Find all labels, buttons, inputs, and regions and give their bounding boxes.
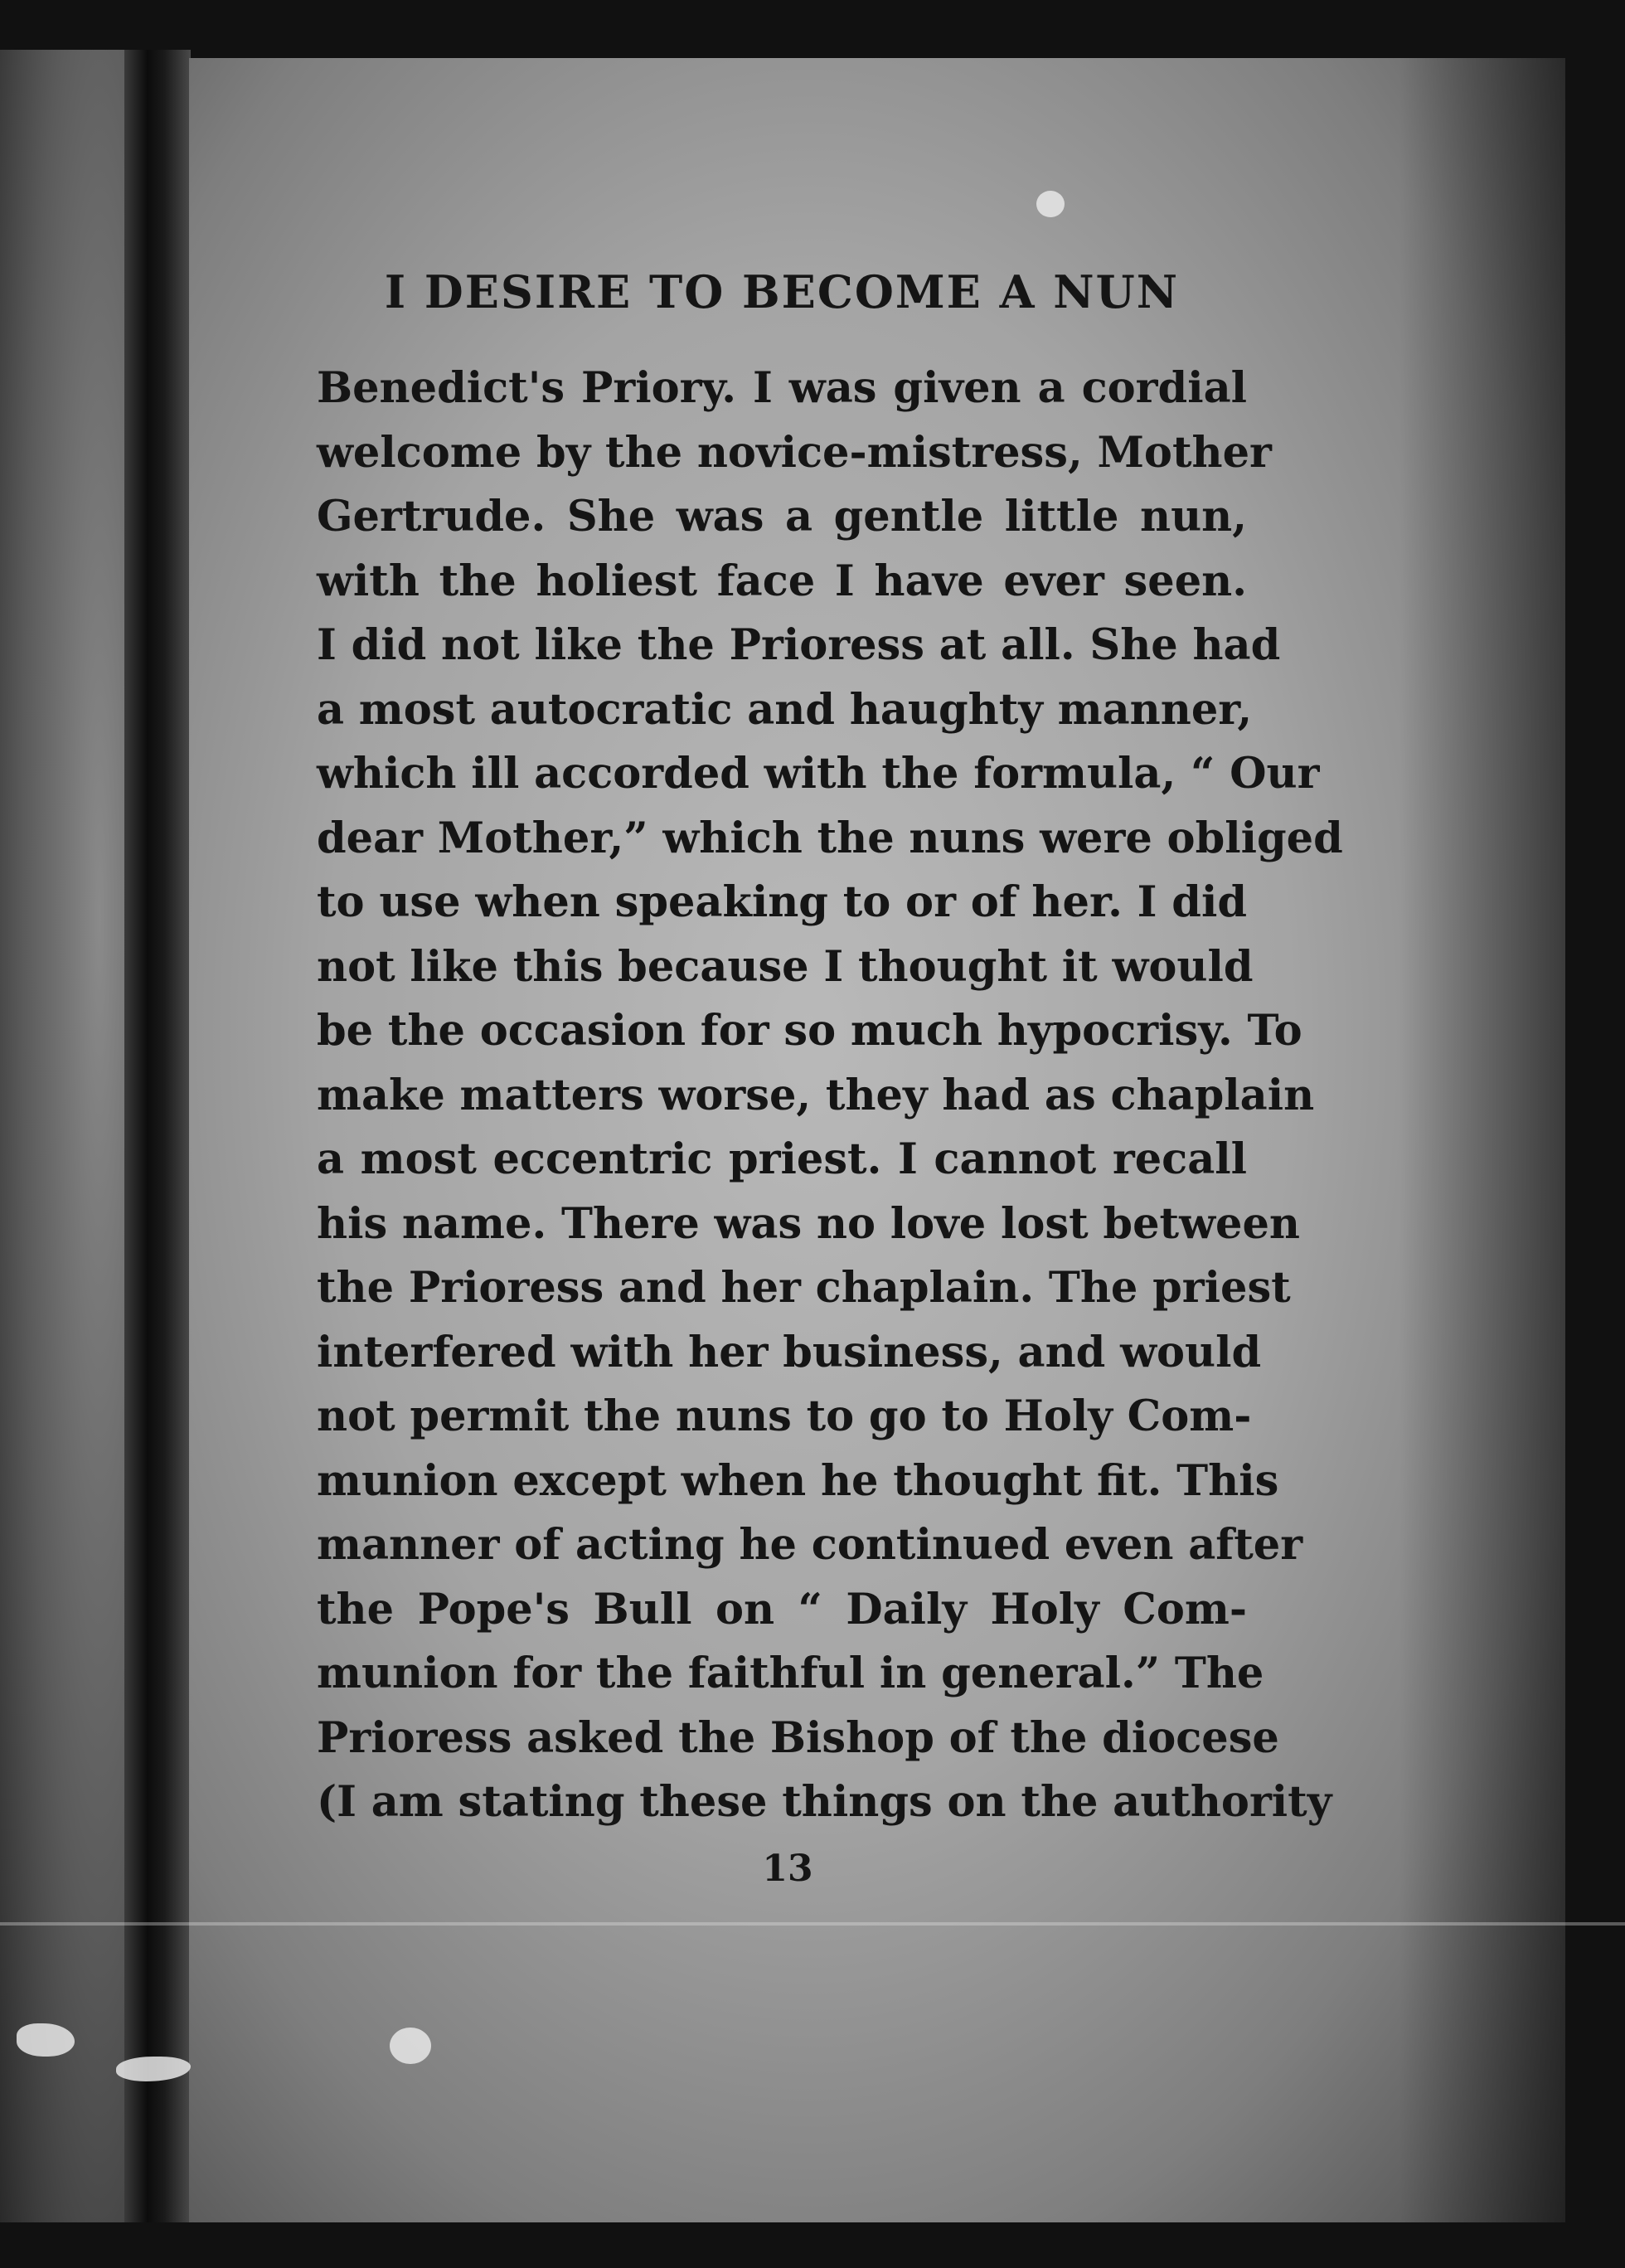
text-line: (I am stating these things on the authority — [317, 1777, 1332, 1827]
text-line: the Prioress and her chaplain. The priest — [317, 1263, 1291, 1313]
page-number: 13 — [762, 1848, 813, 1890]
text-line: munion except when he thought fit. This — [317, 1455, 1279, 1506]
text-line: not like this because I thought it would — [317, 941, 1254, 992]
text-line: I did not like the Prioress at all. She had — [317, 620, 1281, 670]
text-line: Prioress asked the Bishop of the diocese — [317, 1712, 1279, 1763]
text-line: dear Mother,” which the nuns were obliged — [317, 813, 1343, 863]
text-line: welcome by the novice-mistress, Mother — [317, 427, 1272, 478]
paper-damage-spot — [1036, 191, 1065, 217]
running-head: I DESIRE TO BECOME A NUN — [384, 265, 1180, 318]
text-line: with the holiest face I have ever seen. — [317, 556, 1247, 606]
book-gutter — [124, 50, 191, 2222]
scan-artifact-line — [0, 1922, 1625, 1926]
text-line: not permit the nuns to go to Holy Com- — [317, 1391, 1252, 1441]
text-line: interfered with her business, and would — [317, 1327, 1262, 1377]
text-line: Benedict's Priory. I was given a cordial — [317, 363, 1247, 413]
page-body-text — [317, 357, 1343, 1835]
paper-damage-spot — [390, 2028, 431, 2064]
text-line: his name. There was no love lost between — [317, 1198, 1300, 1249]
text-line: a most eccentric priest. I cannot recall — [317, 1134, 1247, 1184]
text-line: manner of acting he continued even after — [317, 1520, 1303, 1570]
text-line: which ill accorded with the formula, “ Our — [317, 749, 1320, 799]
text-line: a most autocratic and haughty manner, — [317, 684, 1253, 735]
text-line: to use when speaking to or of her. I did — [317, 877, 1247, 927]
page-edge-shadow — [1399, 58, 1565, 2222]
text-line: make matters worse, they had as chaplain — [317, 1070, 1315, 1120]
text-line: munion for the faithful in general.” The — [317, 1649, 1264, 1698]
text-line: the Pope's Bull on “ Daily Holy Com- — [317, 1584, 1247, 1634]
text-line: be the occasion for so much hypocrisy. To — [317, 1006, 1302, 1056]
text-line: Gertrude. She was a gentle little nun, — [317, 492, 1247, 542]
paper-damage-spot — [17, 2023, 75, 2057]
